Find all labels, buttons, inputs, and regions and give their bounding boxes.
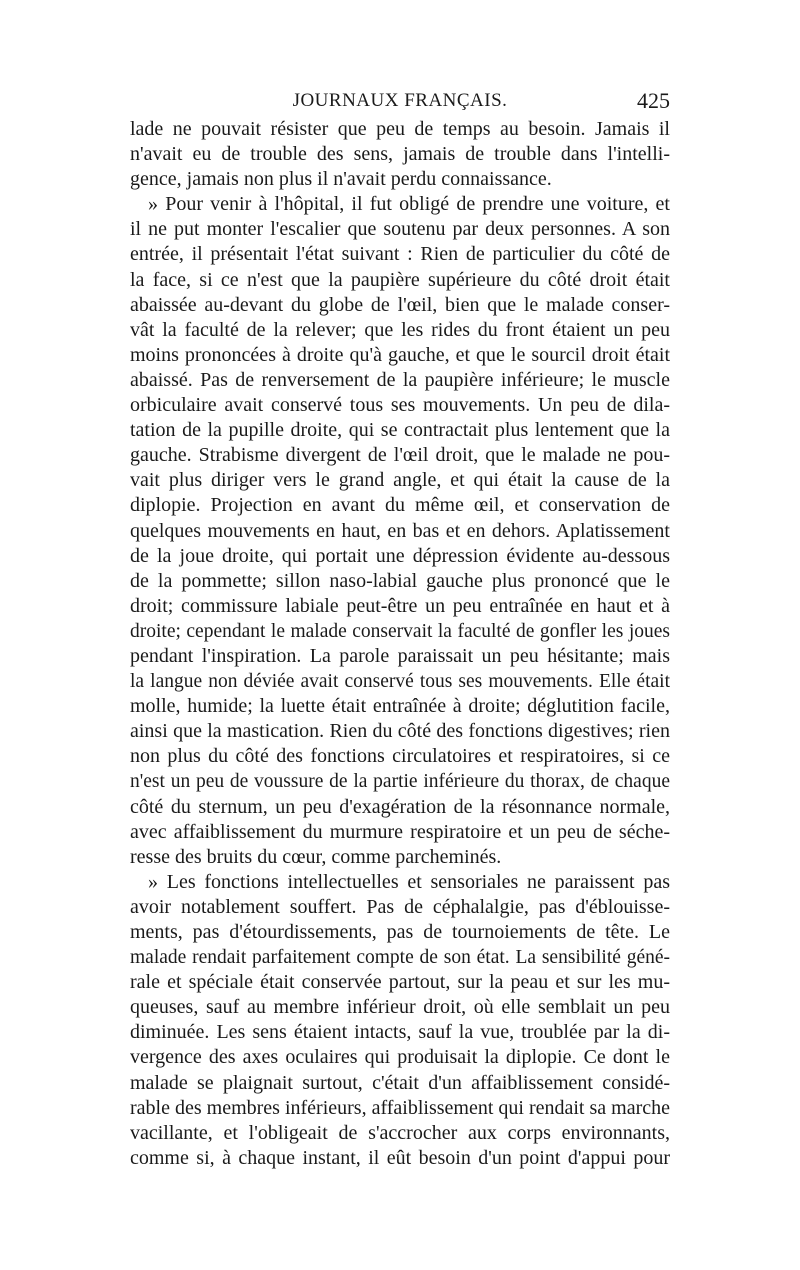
text-line: il ne put monter l'escalier que soutenu par deux personnes. A son — [130, 218, 670, 241]
text-line: tation de la pupille droite, qui se contractait plus lentement que la — [130, 419, 670, 442]
text-line: abaissé. Pas de renversement de la paupière inférieure; le muscle — [130, 368, 670, 391]
text-line: gauche. Strabisme divergent de l'œil droit, que le malade ne pou- — [130, 444, 670, 467]
text-line: ainsi que la mastication. Rien du côté des fonctions digestives; rien — [130, 720, 670, 743]
text-line: côté du sternum, un peu d'exagération de la résonnance normale, — [130, 795, 670, 818]
text-line: diplopie. Projection en avant du même œil, et conservation de — [130, 494, 670, 517]
text-line: molle, humide; la luette était entraînée à droite; déglutition facile, — [130, 695, 670, 718]
running-title: JOURNAUX FRANÇAIS. — [292, 90, 508, 111]
text-line: vait plus diriger vers le grand angle, et qui était la cause de la — [130, 469, 670, 492]
text-line: malade rendait parfaitement compte de son état. La sensibilité géné- — [130, 947, 670, 969]
text-line: lade ne pouvait résister que peu de temps au besoin. Jamais il — [130, 118, 670, 140]
text-line: ments, pas d'étourdissements, pas de tournoiements de tête. Le — [130, 921, 670, 943]
text-line: comme si, à chaque instant, il eût besoin d'un point d'appui pour — [130, 1146, 670, 1169]
running-head — [130, 88, 670, 118]
text-line: vergence des axes oculaires qui produisait la diplopie. Ce dont le — [130, 1046, 670, 1069]
text-line: orbiculaire avait conservé tous ses mouvements. Un peu de dila- — [130, 394, 670, 417]
text-line: entrée, il présentait l'état suivant : Rien de particulier du côté de — [130, 243, 670, 266]
text-line: quelques mouvements en haut, en bas et en dehors. Aplatissement — [130, 519, 670, 542]
text-line: resse des bruits du cœur, comme parcheminés. — [130, 845, 502, 868]
text-line: rable des membres inférieurs, affaiblissement qui rendait sa marche — [130, 1096, 670, 1119]
text-line: malade se plaignait surtout, c'était d'un affaiblissement considé- — [130, 1071, 670, 1094]
text-line: de la pommette; sillon naso-labial gauche plus prononcé que le — [130, 569, 670, 592]
text-line: queuses, sauf au membre inférieur droit, où elle semblait un peu — [130, 996, 670, 1019]
paragraph-start-line: » Pour venir à l'hôpital, il fut obligé de prendre une voiture, et — [148, 193, 670, 216]
text-line: avec affaiblissement du murmure respiratoire et un peu de séche- — [130, 820, 670, 843]
text-line: diminuée. Les sens étaient intacts, sauf la vue, troublée par la di- — [130, 1021, 670, 1044]
page-number: 425 — [637, 88, 670, 113]
body-text — [130, 117, 670, 1171]
text-line: non plus du côté des fonctions circulatoires et respiratoires, si ce — [130, 745, 670, 768]
paragraph-start-line: » Les fonctions intellectuelles et sensoriales ne paraissent pas — [148, 870, 670, 893]
text-line: abaissée au-devant du globe de l'œil, bien que le malade conser- — [130, 293, 670, 316]
text-line: droite; cependant le malade conservait la faculté de gonfler les joues — [130, 620, 670, 642]
text-line: rale et spéciale était conservée partout, sur la peau et sur les mu- — [130, 971, 670, 994]
text-line: n'avait eu de trouble des sens, jamais de trouble dans l'intelli- — [130, 143, 670, 166]
text-line: la face, si ce n'est que la paupière supérieure du côté droit était — [130, 268, 670, 291]
text-line: avoir notablement souffert. Pas de céphalalgie, pas d'éblouisse- — [130, 895, 670, 918]
text-line: de la joue droite, qui portait une dépression évidente au-dessous — [130, 544, 670, 567]
text-line: n'est un peu de voussure de la partie inférieure du thorax, de chaque — [130, 771, 670, 793]
text-line: gence, jamais non plus il n'avait perdu connaissance. — [130, 168, 552, 191]
text-line: pendant l'inspiration. La parole paraissait un peu hésitante; mais — [130, 644, 670, 667]
text-line: vât la faculté de la relever; que les rides du front étaient un peu — [130, 318, 670, 341]
text-line: droit; commissure labiale peut-être un peu entraînée en haut et à — [130, 594, 670, 617]
text-line: la langue non déviée avait conservé tous ses mouvements. Elle était — [130, 671, 670, 693]
text-line: moins prononcées à droite qu'à gauche, et que le sourcil droit était — [130, 343, 670, 366]
text-line: vacillante, et l'obligeait de s'accrocher aux corps environnants, — [130, 1121, 670, 1144]
